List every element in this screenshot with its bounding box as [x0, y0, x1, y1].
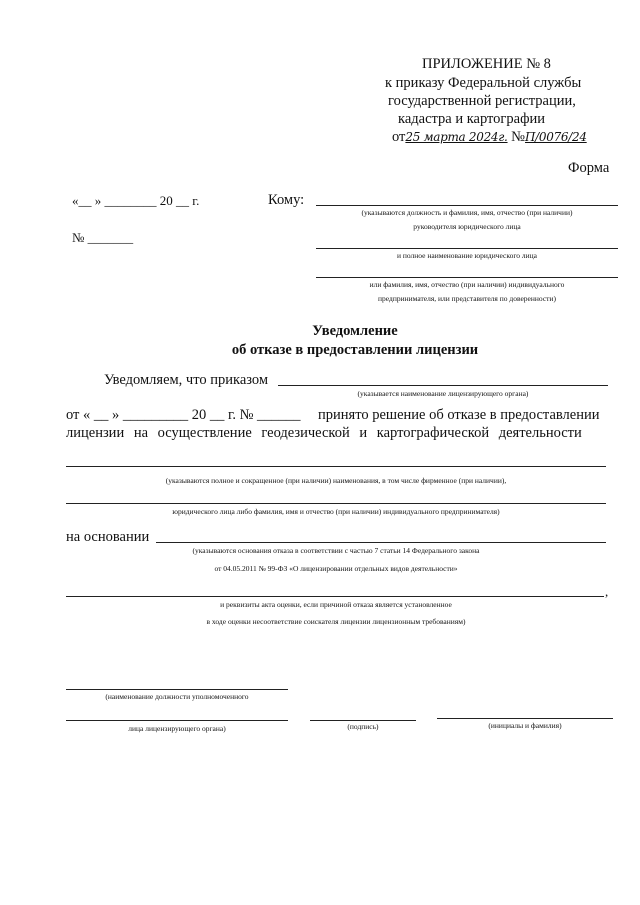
initials-caption: (инициалы и фамилия) — [488, 721, 562, 730]
position-caption-1: (наименование должности уполномоченного — [105, 692, 249, 701]
handwritten-number: П/0076/24 — [525, 130, 587, 144]
basis-line-1 — [156, 542, 606, 543]
applicant-line-2 — [66, 503, 606, 504]
to-label: Кому: — [268, 192, 305, 208]
header-date-row — [392, 129, 587, 146]
recipient-caption-1: (указываются должность и фамилия, имя, отчество (при наличии) — [361, 208, 573, 217]
authority-line — [278, 385, 608, 386]
header-line-3: государственной регистрации, — [388, 93, 576, 109]
position-caption-2: лица лицензирующего органа) — [128, 724, 226, 733]
recipient-line-1 — [316, 205, 618, 206]
decision-line-rest: принято решение об отказе в предоставлении — [318, 407, 600, 423]
basis-line-2 — [66, 596, 604, 597]
applicant-caption-1: (указываются полное и сокращенное (при наличии) наименования, в том числе фирменное (при наличии), — [165, 476, 507, 485]
number-prefix: № — [511, 129, 526, 145]
basis-caption-4: в ходе оценки несоответствие соискателя лицензии лицензионным требованиям) — [206, 617, 466, 626]
license-line: лицензии на осуществление геодезической и картографической деятельности — [66, 425, 582, 441]
recipient-caption-4: или фамилия, имя, отчество (при наличии) индивидуального — [369, 280, 565, 289]
applicant-caption-2: юридического лица либо фамилия, имя и отчество (при наличии) индивидуального предпринимателя) — [172, 507, 500, 516]
basis-label: на основании — [66, 529, 150, 545]
handwritten-date: 25 марта 2024г. — [405, 130, 508, 144]
signature-line — [310, 720, 416, 721]
initials-line — [437, 718, 613, 719]
recipient-line-3 — [316, 277, 618, 278]
basis-caption-1: (указываются основания отказа в соответствии с частью 7 статьи 14 Федерального закона — [192, 546, 480, 555]
basis-caption-3: и реквизиты акта оценки, если причиной отказа является установленное — [220, 600, 452, 609]
header-line-4: кадастра и картографии — [398, 111, 545, 127]
recipient-caption-5: предпринимателя, или представителя по доверенности) — [378, 294, 556, 303]
basis-caption-2: от 04.05.2011 № 99-ФЗ «О лицензировании отдельных видов деятельности» — [214, 564, 458, 573]
position-line-1 — [66, 689, 288, 690]
applicant-line-1 — [66, 466, 606, 467]
signature-caption: (подпись) — [347, 722, 379, 731]
date-prefix: от — [392, 129, 406, 145]
title-line-2: об отказе в предоставлении лицензии — [231, 342, 479, 358]
recipient-caption-3: и полное наименование юридического лица — [397, 251, 537, 260]
date-placeholder: «__ » ________ 20 __ г. — [72, 193, 200, 208]
form-label: Форма — [568, 160, 610, 176]
number-placeholder: № _______ — [72, 230, 134, 245]
recipient-caption-2: руководителя юридического лица — [413, 222, 521, 231]
header-line-2: к приказу Федеральной службы — [385, 75, 582, 91]
header-line-1: ПРИЛОЖЕНИЕ № 8 — [422, 56, 551, 72]
basis-line-end-mark: , — [605, 584, 609, 599]
title-line-1: Уведомление — [312, 323, 398, 339]
decision-line-start: от « __ » _________ 20 __ г. № ______ — [66, 407, 301, 423]
notify-text: Уведомляем, что приказом — [104, 372, 269, 388]
authority-caption: (указывается наименование лицензирующего органа) — [357, 389, 529, 398]
recipient-line-2 — [316, 248, 618, 249]
position-line-2 — [66, 720, 288, 721]
